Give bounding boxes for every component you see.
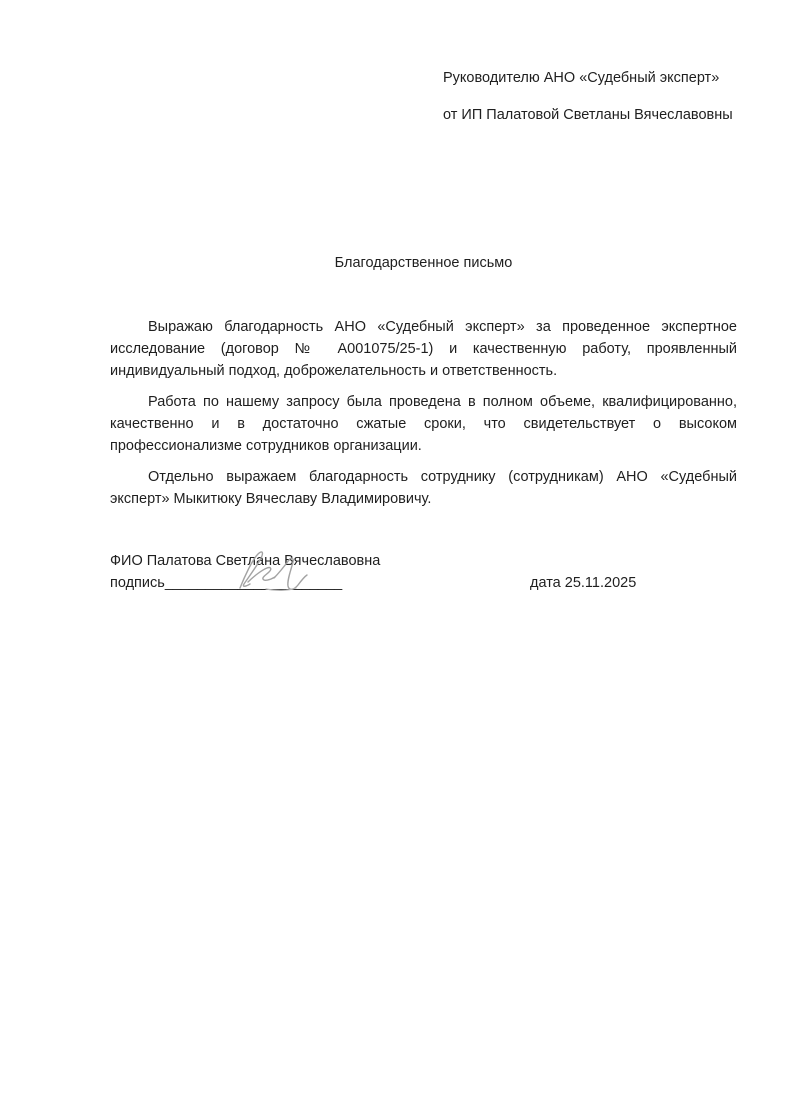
signature-block bbox=[110, 550, 737, 594]
letter-body bbox=[110, 316, 737, 510]
recipient-line: Руководителю АНО «Судебный эксперт» bbox=[443, 70, 720, 86]
signature-line: ______________________ bbox=[164, 575, 343, 591]
date-text: дата 25.11.2025 bbox=[530, 575, 637, 591]
paragraph-employee-thanks: Отдельно выражаем благодарность сотруднику (сотрудникам) АНО «Судебный эксперт» Мыкитюку Вячеславу Владимировичу. bbox=[110, 469, 737, 507]
signature-row bbox=[110, 572, 737, 594]
letter-title: Благодарственное письмо bbox=[334, 255, 513, 271]
letter-content bbox=[110, 0, 737, 594]
fio-line: ФИО Палатова Светлана Вячеславовна bbox=[110, 553, 381, 569]
sender-line: от ИП Палатовой Светланы Вячеславовны bbox=[443, 107, 733, 123]
signature-label: подпись bbox=[110, 575, 165, 591]
paragraph-gratitude: Выражаю благодарность АНО «Судебный эксперт» за проведенное экспертное исследование (договор № А001075/25-1) и качественную работу, проявленный индивидуальный подход, доброжелательность и ответственность. bbox=[110, 319, 737, 379]
letter-header bbox=[443, 68, 737, 125]
paragraph-work-quality: Работа по нашему запросу была проведена в полном объеме, квалифицированно, качественно и в достаточно сжатые сроки, что свидетельствует о высоком профессионализме сотрудников организации. bbox=[110, 394, 737, 454]
